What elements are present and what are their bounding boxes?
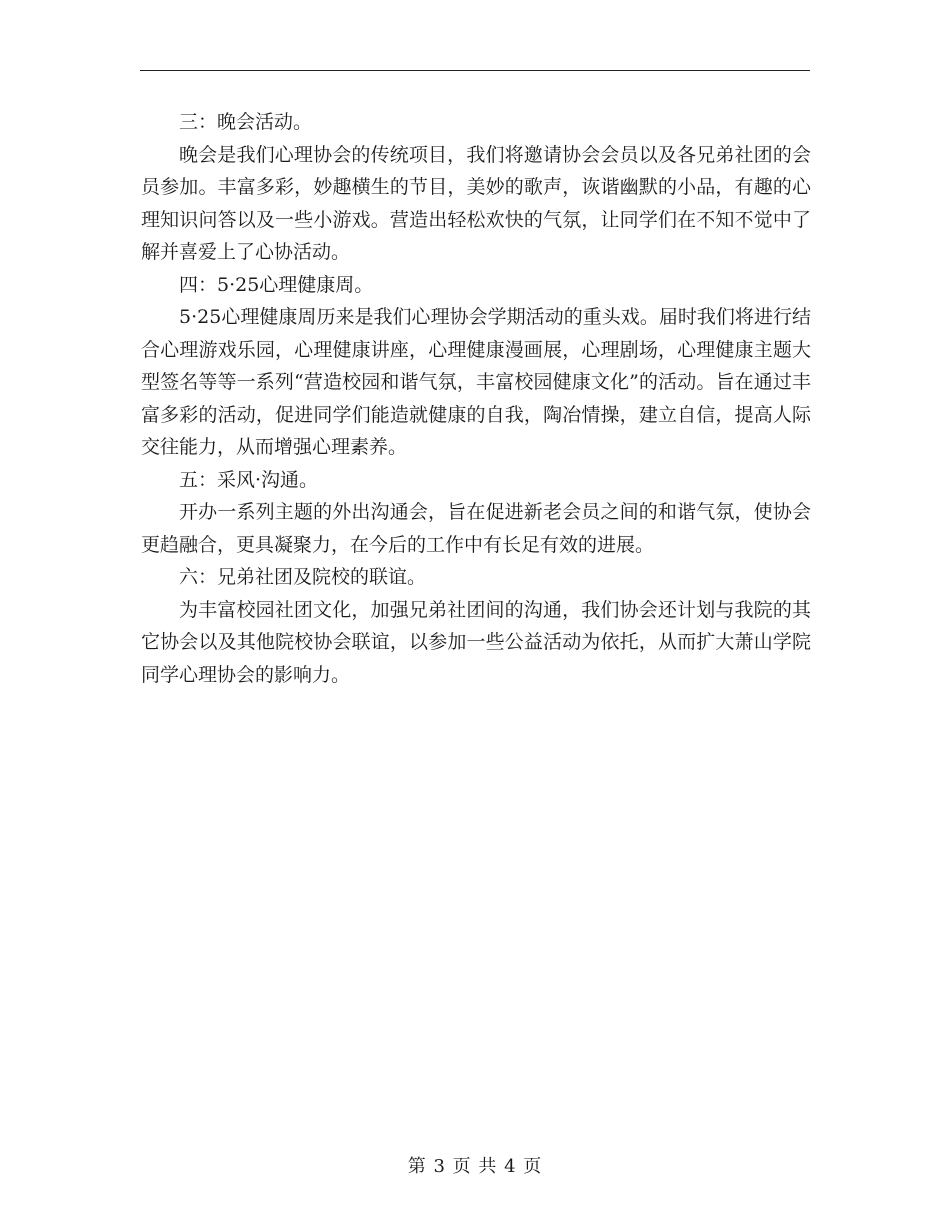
paragraph-communication: 开办一系列主题的外出沟通会，旨在促进新老会员之间的和谐气氛，使协会更趋融合，更具凝聚力，在今后的工作中有长足有效的进展。 <box>141 501 811 556</box>
page-number-footer: 第 3 页 共 4 页 <box>407 1156 543 1177</box>
section-heading-evening-party: 三：晚会活动。 <box>179 111 313 133</box>
document-body <box>141 106 811 691</box>
section-heading-mental-health-week: 四：5·25心理健康周。 <box>179 273 374 296</box>
paragraph-mental-health-week: 5·25心理健康周历来是我们心理协会学期活动的重头戏。届时我们将进行结合心理游戏乐园，心理健康讲座，心理健康漫画展，心理剧场，心理健康主题大型签名等等一系列“营造校园和谐气氛，丰富校园健康文化”的活动。旨在通过丰富多彩的活动，促进同学们能造就健康的自我，陶冶情操，建立自信，提高人际交往能力，从而增强心理素养。 <box>141 306 811 458</box>
header-rule <box>140 70 810 71</box>
paragraph-fellowship: 为丰富校园社团文化，加强兄弟社团间的沟通，我们协会还计划与我院的其它协会以及其他院校协会联谊，以参加一些公益活动为依托，从而扩大萧山学院同学心理协会的影响力。 <box>141 598 811 686</box>
section-heading-fellowship: 六：兄弟社团及院校的联谊。 <box>179 566 427 588</box>
paragraph-evening-party: 晚会是我们心理协会的传统项目，我们将邀请协会会员以及各兄弟社团的会员参加。丰富多彩，妙趣横生的节目，美妙的歌声，诙谐幽默的小品，有趣的心理知识问答以及一些小游戏。营造出轻松欢快的气氛，让同学们在不知不觉中了解并喜爱上了心协活动。 <box>141 143 811 263</box>
section-heading-communication: 五：采风·沟通。 <box>179 468 319 491</box>
